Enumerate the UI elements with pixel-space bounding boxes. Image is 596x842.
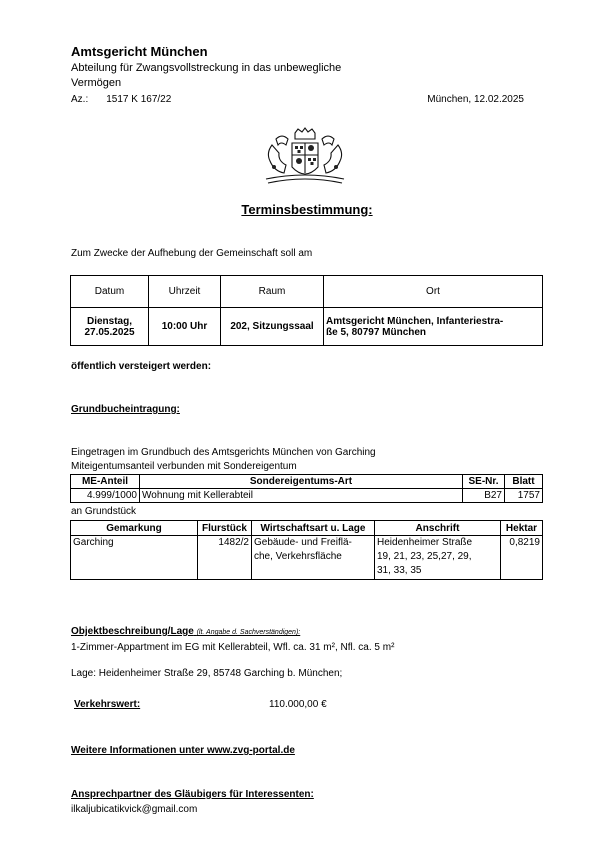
appointment-table (70, 275, 543, 346)
blatt-value: 1757 (505, 489, 543, 503)
col-datum: Datum (71, 276, 149, 308)
court-name: Amtsgericht München (71, 44, 208, 59)
page-title: Terminsbestimmung: (241, 202, 373, 217)
se-nr-value: B27 (463, 489, 505, 503)
objekt-description: 1-Zimmer-Appartment im EG mit Kellerabteil, Wfl. ca. 31 m², Nfl. ca. 5 m² (71, 642, 395, 653)
appointment-date (71, 308, 149, 346)
an-grundstueck-label: an Grundstück (71, 506, 137, 517)
objekt-heading (71, 626, 300, 637)
appointment-place-line-2: ße 5, 80797 München (326, 326, 427, 338)
grundbuch-heading: Grundbucheintragung: (71, 404, 180, 415)
col-ort: Ort (324, 276, 543, 308)
appointment-room: 202, Sitzungssaal (221, 308, 324, 346)
grundbuch-line-1: Eingetragen im Grundbuch des Amtsgerichts München von Garching (71, 447, 376, 458)
appointment-date-value: 27.05.2025 (84, 326, 135, 338)
contact-heading: Ansprechpartner des Gläubigers für Interessenten: (71, 789, 314, 800)
col-raum: Raum (221, 276, 324, 308)
land-header-row (71, 521, 543, 536)
further-info-link[interactable]: Weitere Informationen unter www.zvg-portal.de (71, 745, 295, 756)
objekt-heading-note: (lt. Angabe d. Sachverständigen): (196, 629, 301, 636)
department-line-2: Vermögen (71, 77, 122, 89)
col-flurstueck: Flurstück (198, 521, 252, 536)
objekt-lage: Lage: Heidenheimer Straße 29, 85748 Garching b. München; (71, 668, 343, 679)
intro-text: Zum Zwecke der Aufhebung der Gemeinschaft soll am (71, 248, 313, 259)
flurstueck-value: 1482/2 (198, 536, 252, 580)
land-table (70, 520, 543, 580)
col-me-anteil: ME-Anteil (71, 475, 140, 489)
department-line-1: Abteilung für Zwangsvollstreckung in das unbewegliche (71, 62, 342, 74)
appointment-header-row (71, 276, 543, 308)
bavarian-coat-of-arms-icon (262, 127, 348, 185)
col-hektar: Hektar (501, 521, 543, 536)
anschrift-line-3: 31, 33, 35 (377, 565, 422, 576)
verkehrswert-label: Verkehrswert: (74, 699, 141, 710)
verkehrswert-value: 110.000,00 € (269, 699, 327, 710)
appointment-time: 10:00 Uhr (149, 308, 221, 346)
anschrift-line-2: 19, 21, 23, 25,27, 29, (377, 551, 472, 562)
hektar-value: 0,8219 (501, 536, 543, 580)
file-reference-label: Az.: (71, 94, 89, 105)
unit-table (70, 474, 543, 503)
table-row (71, 489, 543, 503)
wirtschaftsart-line-2: che, Verkehrsfläche (254, 551, 342, 562)
sondereigentums-art-value: Wohnung mit Kellerabteil (140, 489, 463, 503)
contact-email[interactable]: ilkaljubicatikvick@gmail.com (71, 804, 198, 815)
anschrift-line-1: Heidenheimer Straße (377, 537, 473, 548)
file-reference-number: 1517 K 167/22 (106, 94, 172, 105)
wirtschaftsart-line-1: Gebäude- und Freiflä- (254, 537, 352, 548)
table-row (71, 536, 543, 580)
objekt-heading-text: Objektbeschreibung/Lage (71, 626, 194, 637)
file-reference (71, 94, 171, 105)
col-uhrzeit: Uhrzeit (149, 276, 221, 308)
wirtschaftsart-value (252, 536, 375, 580)
gemarkung-value: Garching (71, 536, 198, 580)
city-date: München, 12.02.2025 (427, 94, 524, 105)
appointment-place (324, 308, 543, 346)
col-sondereigentums-art: Sondereigentums-Art (140, 475, 463, 489)
col-se-nr: SE-Nr. (463, 475, 505, 489)
auction-statement: öffentlich versteigert werden: (71, 361, 212, 372)
col-wirtschaftsart: Wirtschaftsart u. Lage (252, 521, 375, 536)
appointment-weekday: Dienstag, (86, 315, 132, 327)
unit-header-row (71, 475, 543, 489)
appointment-place-line-1: Amtsgericht München, Infanteriestra- (326, 315, 504, 327)
col-blatt: Blatt (505, 475, 543, 489)
col-anschrift: Anschrift (375, 521, 501, 536)
me-anteil-value: 4.999/1000 (71, 489, 140, 503)
appointment-row (71, 308, 543, 346)
grundbuch-line-2: Miteigentumsanteil verbunden mit Sondereigentum (71, 461, 297, 472)
col-gemarkung: Gemarkung (71, 521, 198, 536)
anschrift-value (375, 536, 501, 580)
